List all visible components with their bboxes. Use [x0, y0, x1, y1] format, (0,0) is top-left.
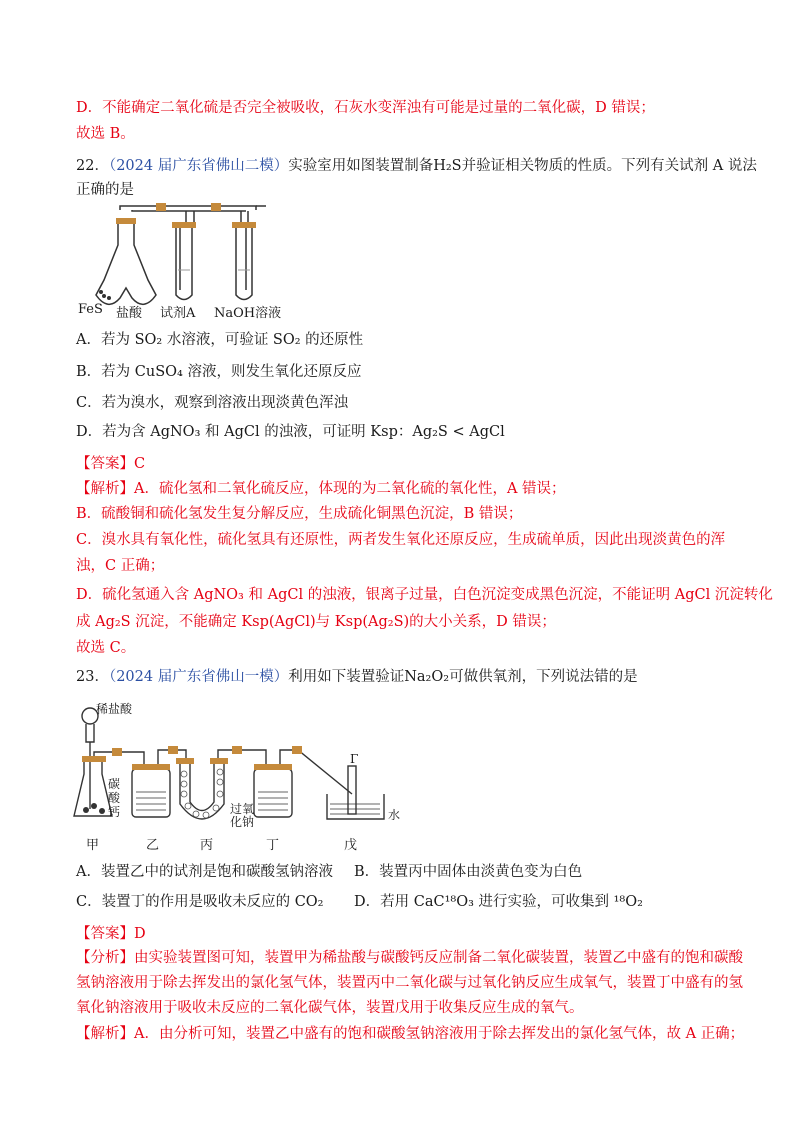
figure-label: 稀盐酸 [96, 702, 133, 716]
answer: 【答案】C [76, 456, 146, 472]
figure-label: 丙 [200, 838, 214, 853]
stopper [232, 222, 256, 228]
option-c: C．装置丁的作用是吸收未反应的 CO₂ [76, 894, 324, 910]
figure-label: FeS [78, 302, 103, 317]
figure-label: 化钠 [230, 815, 255, 829]
figure-label: 丁 [266, 838, 280, 853]
figure-label: 甲 [86, 838, 100, 853]
figure-label: 碳 [108, 777, 121, 791]
option-b: B．若为 CuSO₄ 溶液，则发生氧化还原反应 [76, 364, 362, 380]
figure-label: NaOH溶液 [214, 306, 282, 321]
question-22-stem-2: 正确的是 [76, 182, 134, 198]
option-a: A．若为 SO₂ 水溶液，可验证 SO₂ 的还原性 [76, 332, 364, 348]
analysis-line: 浊，C 正确； [76, 558, 165, 574]
analysis-line: 氧化钠溶液用于吸收未反应的二氧化碳气体，装置戊用于收集反应生成的氧气。 [76, 1000, 584, 1016]
figure-label: 过氧 [230, 802, 255, 816]
stem-text: 实验室用如图装置制备 [288, 158, 434, 174]
figure-label: Γ [350, 752, 359, 766]
figure-label: 乙 [146, 838, 160, 853]
question-source: （2024 届广东省佛山二模） [108, 158, 289, 174]
figure-label: 钙 [108, 805, 121, 819]
figure-label: 戊 [344, 838, 358, 853]
analysis-line: 【解析】A．硫化氢和二氧化硫反应，体现的为二氧化硫的氧化性，A 错误； [76, 481, 566, 497]
formula-h2s: H₂S [433, 158, 462, 174]
option-b: B．装置丙中固体由淡黄色变为白色 [354, 864, 583, 880]
option-d: D．若用 CaC¹⁸O₃ 进行实验，可收集到 ¹⁸O₂ [354, 894, 643, 910]
question-number: 23． [76, 669, 109, 685]
figure-label: 水 [388, 808, 401, 822]
analysis-line: C．溴水具有氧化性，硫化氢具有还原性，两者发生氧化还原反应，生成硫单质，因此出现淡黄色的浑 [76, 532, 726, 548]
analysis-line: 【分析】由实验装置图可知，装置甲为稀盐酸与碳酸钙反应制备二氧化碳装置，装置乙中盛有的饱和碳酸 [76, 950, 743, 966]
analysis-line: 【解析】A．由分析可知，装置乙中盛有的饱和碳酸氢钠溶液用于除去挥发出的氯化氢气体，故 A 正确； [76, 1026, 745, 1042]
analysis-line: 成 Ag₂S 沉淀，不能确定 Ksp(AgCl)与 Ksp(Ag₂S)的大小关系，D 错误； [76, 614, 556, 630]
stem-text: 可做供氧剂，下列说法错的是 [449, 669, 638, 685]
figure-label: 盐酸 [116, 306, 143, 321]
formula-na2o2: Na₂O₂ [404, 669, 450, 685]
connector [156, 203, 166, 211]
connector [211, 203, 221, 211]
question-source: （2024 届广东省佛山一模） [108, 669, 289, 685]
analysis-line: 氢钠溶液用于除去挥发出的氯化氢气体，装置丙中二氧化碳与过氧化钠反应生成氧气，装置丁中盛有的氢 [76, 975, 743, 991]
answer: 【答案】D [76, 926, 146, 942]
stem-text: 利用如下装置验证 [288, 669, 405, 685]
question-number: 22． [76, 158, 109, 174]
option-a: A．装置乙中的试剂是饱和碳酸氢钠溶液 [76, 864, 333, 880]
option-c: C．若为溴水，观察到溶液出现淡黄色浑浊 [76, 395, 349, 411]
analysis-line: D．硫化氢通入含 AgNO₃ 和 AgCl 的浊液，银离子过量，白色沉淀变成黑色沉淀，不能证明 AgCl 沉淀转化 [76, 587, 773, 603]
figure-label: 试剂A [160, 306, 196, 321]
analysis-line: B．硫酸铜和硫化氢发生复分解反应，生成硫化铜黑色沉淀，B 错误； [76, 506, 523, 522]
analysis-line: 故选 C。 [76, 640, 136, 656]
stem-text: 并验证相关物质的性质。下列有关试剂 A 说法 [461, 158, 757, 174]
question-23-stem [76, 667, 638, 687]
option-d: D．若为含 AgNO₃ 和 AgCl 的浊液，可证明 Ksp：Ag₂S < AgCl [76, 424, 505, 440]
stopper [116, 218, 136, 224]
question-22-stem [76, 156, 757, 176]
figure-label: 酸 [108, 791, 121, 805]
stopper [172, 222, 196, 228]
text-line: 故选 B。 [76, 126, 135, 142]
text-line: D．不能确定二氧化硫是否完全被吸收，石灰水变浑浊有可能是过量的二氧化碳，D 错误； [76, 100, 655, 116]
